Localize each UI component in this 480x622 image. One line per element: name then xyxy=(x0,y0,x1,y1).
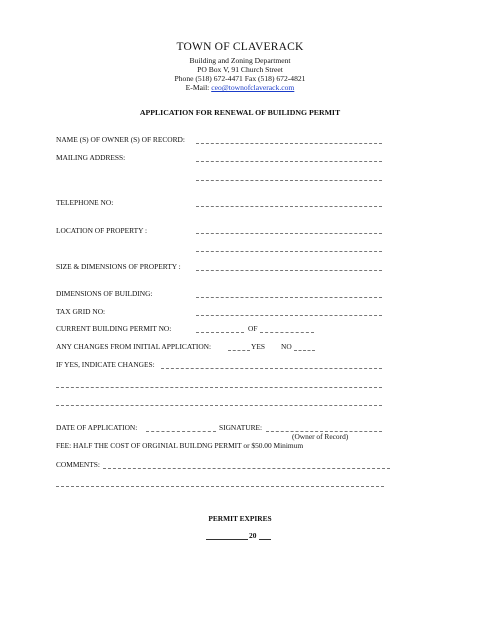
owner-of-record-caption: (Owner of Record) xyxy=(292,432,349,441)
changes-field-1[interactable] xyxy=(161,368,382,369)
changes-yes-field[interactable] xyxy=(228,350,250,351)
form-title: APPLICATION FOR RENEWAL OF BUILIDNG PERMIT xyxy=(139,108,341,117)
comments-label: COMMENTS: xyxy=(56,460,100,469)
property-size-field[interactable] xyxy=(196,270,382,271)
property-size-label: SIZE & DIMENSIONS OF PROPERTY : xyxy=(56,262,181,271)
comments-field-1[interactable] xyxy=(103,468,390,469)
email-label: E-Mail: xyxy=(185,83,210,92)
location-field-1[interactable] xyxy=(196,233,382,234)
current-permit-number-field[interactable] xyxy=(196,332,244,333)
location-field-2[interactable] xyxy=(196,251,382,252)
tax-grid-field[interactable] xyxy=(196,315,382,316)
mailing-address-field-2[interactable] xyxy=(196,180,382,181)
changes-yes-label: YES xyxy=(251,342,265,351)
telephone-label: TELEPHONE NO: xyxy=(56,198,114,207)
building-dimensions-label: DIMENSIONS OF BUILDING: xyxy=(56,289,153,298)
phone-fax-line: Phone (518) 672-4471 Fax (518) 672-4821 xyxy=(174,74,306,83)
email-line xyxy=(0,83,480,92)
mailing-address-line: PO Box V, 91 Church Street xyxy=(197,65,283,74)
application-date-label: DATE OF APPLICATION: xyxy=(56,423,138,432)
application-date-field[interactable] xyxy=(146,431,216,432)
expires-month-day-field[interactable] xyxy=(206,539,248,540)
changes-no-label: NO xyxy=(281,342,292,351)
telephone-field[interactable] xyxy=(196,206,382,207)
current-permit-label: CURRENT BUILDING PERMIT NO: xyxy=(56,324,172,333)
owner-name-label: NAME (S) OF OWNER (S) OF RECORD: xyxy=(56,135,185,144)
department-name: Building and Zoning Department xyxy=(189,56,291,65)
mailing-address-field-1[interactable] xyxy=(196,161,382,162)
changes-question-label: ANY CHANGES FROM INITIAL APPLICATION: xyxy=(56,342,212,351)
town-name: TOWN OF CLAVERACK xyxy=(176,41,304,53)
mailing-address-label: MAILING ADDRESS: xyxy=(56,153,126,162)
changes-field-3[interactable] xyxy=(56,405,382,406)
tax-grid-label: TAX GRID NO: xyxy=(56,307,106,316)
expires-year-field[interactable] xyxy=(259,539,271,540)
signature-label: SIGNATURE: xyxy=(219,423,263,432)
permit-of-label: OF xyxy=(248,324,258,333)
current-permit-of-field[interactable] xyxy=(260,332,314,333)
indicate-changes-label: IF YES, INDICATE CHANGES: xyxy=(56,360,155,369)
building-dimensions-field[interactable] xyxy=(196,297,382,298)
permit-expires-label: PERMIT EXPIRES xyxy=(208,514,272,523)
changes-field-2[interactable] xyxy=(56,387,382,388)
owner-name-field[interactable] xyxy=(196,143,382,144)
fee-statement: FEE: HALF THE COST OF ORGINIAL BUILDNG PERMIT or $50.00 Minimum xyxy=(56,441,304,450)
email-link[interactable]: ceo@townofclaverack.com xyxy=(211,83,295,92)
changes-no-field[interactable] xyxy=(294,350,315,351)
location-label: LOCATION OF PROPERTY : xyxy=(56,226,148,235)
expires-year-prefix: 20 xyxy=(249,531,257,540)
comments-field-2[interactable] xyxy=(56,486,384,487)
